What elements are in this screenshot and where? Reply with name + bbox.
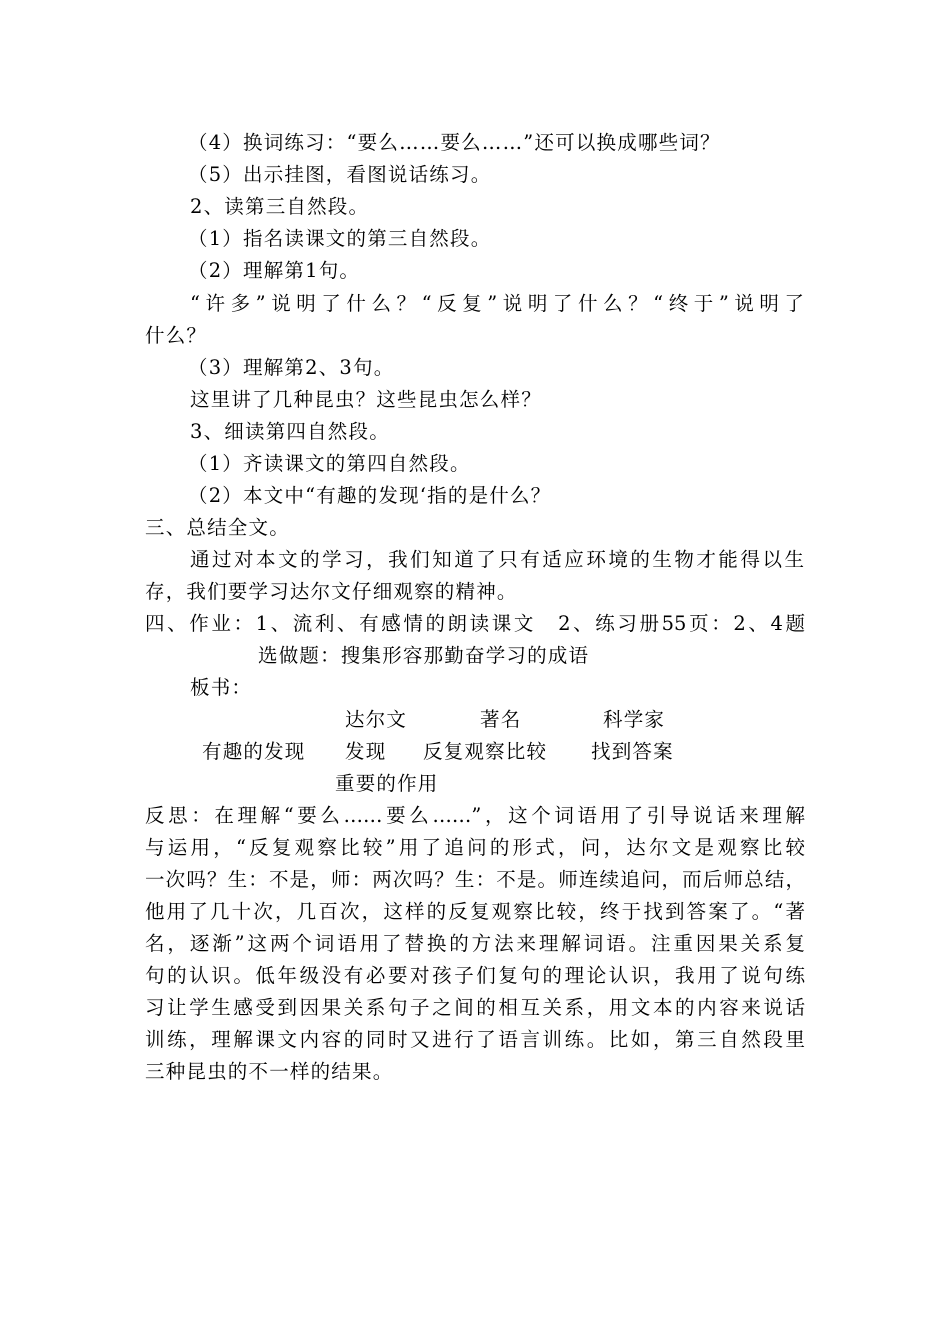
text-line: 存，我们要学习达尔文仔细观察的精神。 xyxy=(145,580,518,603)
reflection-line: 名，逐渐”这两个词语用了替换的方法来理解词语。注重因果关系复 xyxy=(145,932,805,955)
text-line: （5）出示挂图，看图说话练习。 xyxy=(188,163,492,186)
board-item: 科学家 xyxy=(603,708,666,731)
reflection-line: 习让学生感受到因果关系句子之间的相互关系，用文本的内容来说话 xyxy=(145,996,805,1019)
text-line: （1）指名读课文的第三自然段。 xyxy=(188,227,492,250)
text-line: 通过对本文的学习，我们知道了只有适应环境的生物才能得以生 xyxy=(190,548,804,571)
text-line: “许多”说明了什么？“反复”说明了什么？“终于”说明了 xyxy=(190,292,804,315)
reflection-line: 反思：在理解“要么……要么……”，这个词语用了引导说话来理解 xyxy=(145,804,805,827)
reflection-line: 句的认识。低年级没有必要对孩子们复句的理论认识，我用了说句练 xyxy=(145,964,805,987)
board-heading: 板书： xyxy=(190,676,253,699)
reflection-line: 三种昆虫的不一样的结果。 xyxy=(145,1060,394,1083)
board-item: 发现 xyxy=(345,740,387,763)
text-line: （2）理解第1句。 xyxy=(188,259,361,282)
board-item: 反复观察比较 xyxy=(423,740,548,763)
text-line: （3）理解第2、3句。 xyxy=(188,356,395,379)
reflection-line: 训练，理解课文内容的同时又进行了语言训练。比如，第三自然段里 xyxy=(145,1028,805,1051)
text-line: 什么？ xyxy=(145,324,208,347)
text-line: 选做题：搜集形容那勤奋学习的成语 xyxy=(258,644,590,667)
text-line: （4）换词练习：“要么……要么……”还可以换成哪些词？ xyxy=(188,131,721,154)
board-item: 有趣的发现 xyxy=(202,740,306,763)
reflection-line: 一次吗？生：不是，师：两次吗？生：不是。师连续追问，而后师总结， xyxy=(145,868,805,891)
reflection-line: 与运用，“反复观察比较”用了追问的形式，问，达尔文是观察比较 xyxy=(145,836,805,859)
reflection-line: 他用了几十次，几百次，这样的反复观察比较，终于找到答案了。“著 xyxy=(145,900,805,923)
section-heading: 3、细读第四自然段。 xyxy=(190,420,390,443)
board-item: 重要的作用 xyxy=(335,772,439,795)
text-line: （1）齐读课文的第四自然段。 xyxy=(188,452,471,475)
text-line: （2）本文中“有趣的发现‘指的是什么？ xyxy=(188,484,552,507)
board-item: 找到答案 xyxy=(591,740,674,763)
text-line: 这里讲了几种昆虫？这些昆虫怎么样？ xyxy=(190,388,542,411)
section-heading: 四、作业：1、流利、有感情的朗读课文 2、练习册55页：2、4题 xyxy=(145,612,805,635)
board-item: 达尔文 xyxy=(345,708,408,731)
section-heading: 2、读第三自然段。 xyxy=(190,195,370,218)
board-item: 著名 xyxy=(480,708,522,731)
section-heading: 三、总结全文。 xyxy=(145,516,290,539)
